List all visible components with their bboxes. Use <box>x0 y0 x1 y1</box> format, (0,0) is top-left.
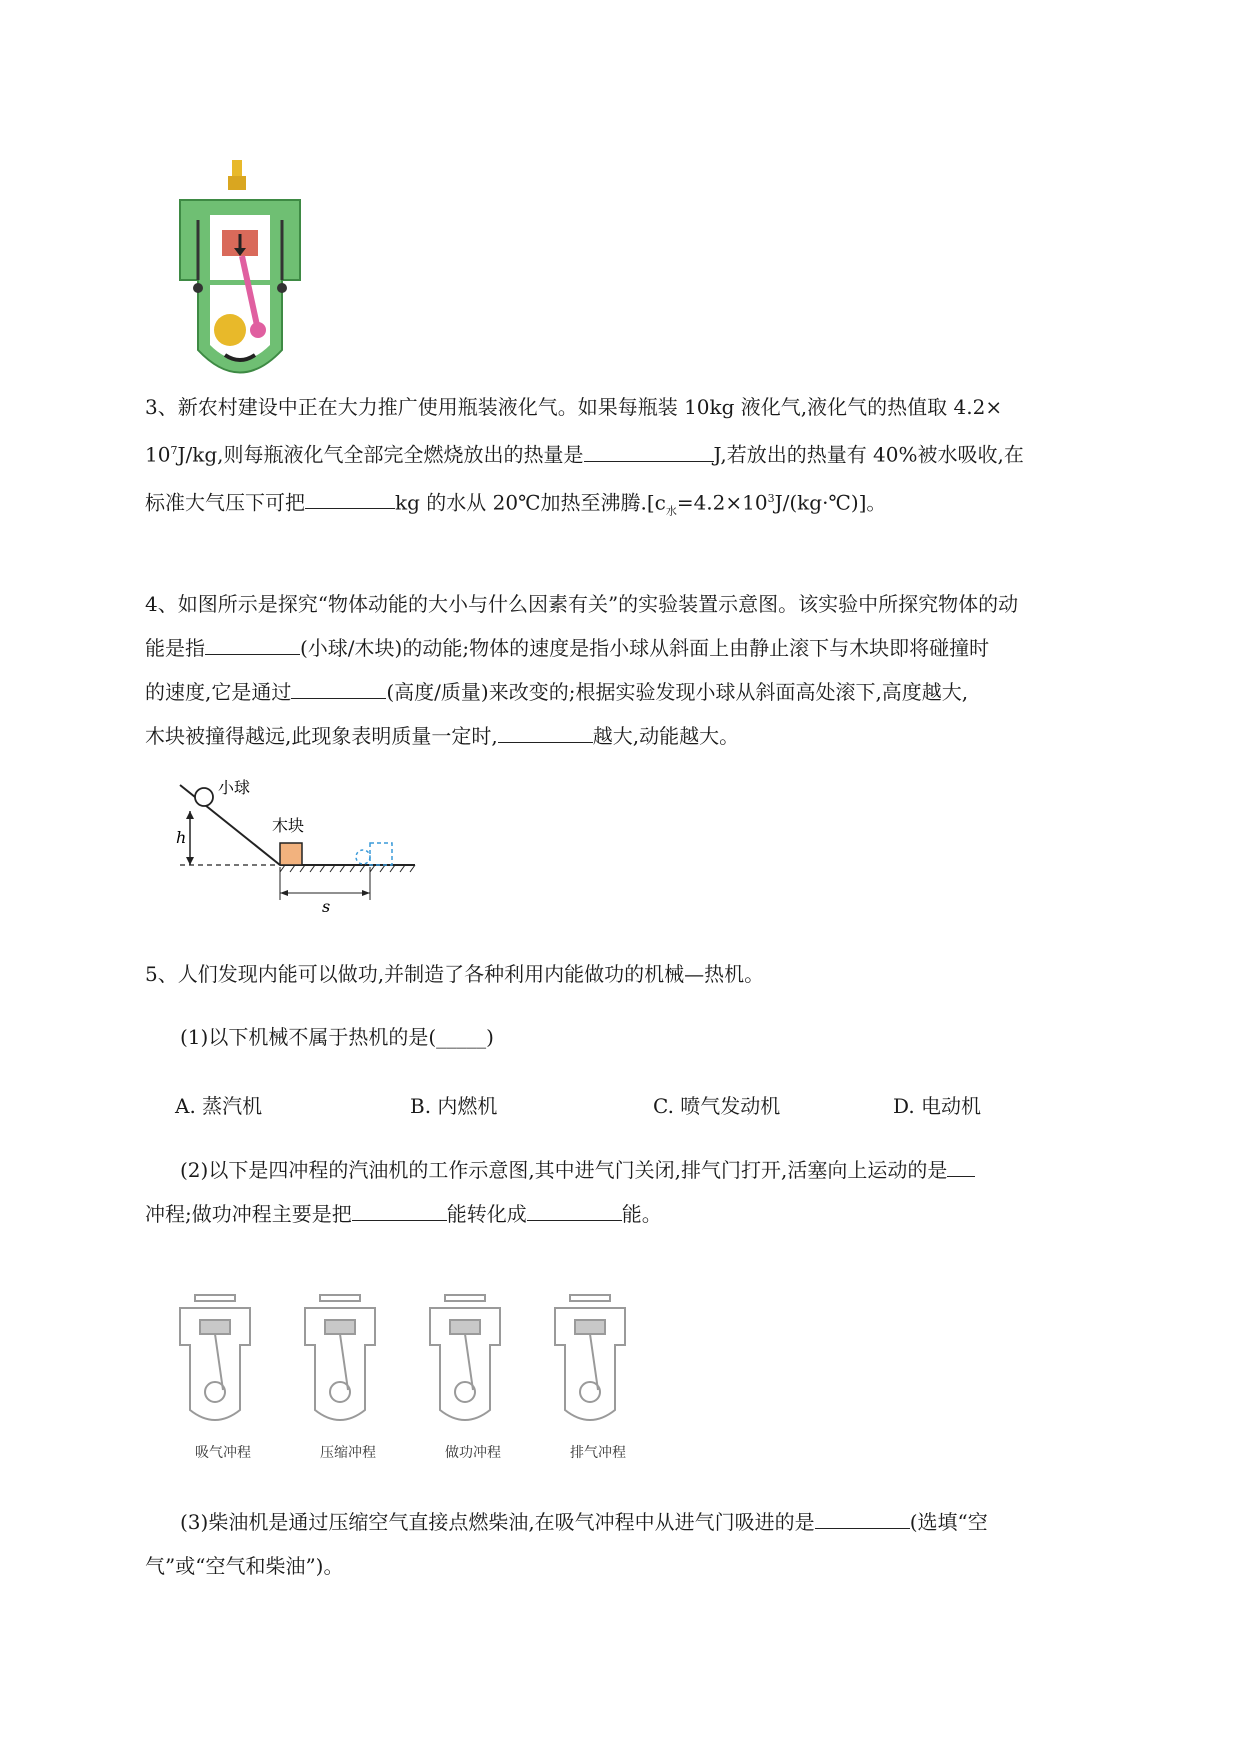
caption-power: 做功冲程 <box>445 1445 501 1461</box>
ball-icon <box>195 788 213 806</box>
four-stroke-diagrams <box>175 1290 675 1440</box>
answer-blank[interactable] <box>305 486 395 509</box>
height-label: h <box>176 828 187 847</box>
answer-blank[interactable] <box>584 439 714 462</box>
caption-intake: 吸气冲程 <box>195 1445 251 1461</box>
option-b[interactable]: B. 内燃机 <box>410 1094 498 1118</box>
q4-line-2: 能是指 (小球/木块)的动能;物体的速度是指小球从斜面上由静止滚下与木块即将碰撞时 <box>145 626 1155 670</box>
answer-blank[interactable] <box>527 1198 622 1221</box>
incline-experiment-diagram <box>170 775 430 915</box>
caption-compression: 压缩冲程 <box>320 1445 376 1461</box>
engine-diagram <box>170 160 310 390</box>
answer-blank[interactable] <box>205 632 300 655</box>
answer-blank[interactable] <box>947 1154 975 1177</box>
q5-sub2-line2: 冲程;做功冲程主要是把 能转化成 能。 <box>145 1192 1155 1236</box>
answer-blank[interactable] <box>291 676 386 699</box>
q5-intro: 5、人们发现内能可以做功,并制造了各种利用内能做功的机械—热机。 <box>145 962 765 986</box>
option-c[interactable]: C. 喷气发动机 <box>653 1094 781 1118</box>
answer-blank[interactable] <box>815 1506 910 1529</box>
q4-line-1: 4、如图所示是探究“物体动能的大小与什么因素有关”的实验装置示意图。该实验中所探究物体的动 <box>145 592 1019 616</box>
caption-exhaust: 排气冲程 <box>570 1445 626 1461</box>
q5-sub3-line2: 气”或“空气和柴油”)。 <box>145 1554 344 1578</box>
option-d[interactable]: D. 电动机 <box>893 1094 982 1118</box>
q4-line-4: 木块被撞得越远,此现象表明质量一定时, 越大,动能越大。 <box>145 714 1155 758</box>
q5-sub2: (2)以下是四冲程的汽油机的工作示意图,其中进气门关闭,排气门打开,活塞向上运动的是 <box>180 1148 1155 1192</box>
q3-line-2: $10^7J/kg$,则每瓶液化气全部完全燃烧放出的热量是 J,若放出的热量有 40%被水吸收,在 <box>145 429 1155 477</box>
q5-sub3: (3)柴油机是通过压缩空气直接点燃柴油,在吸气冲程中从进气门吸进的是 (选填“空 <box>180 1500 1155 1544</box>
answer-blank[interactable] <box>352 1198 447 1221</box>
q3-line-3: 标准大气压下可把 kg 的水从 20℃加热至沸腾$.[c_水=4.2\times 10^3J/(kg\cdot℃)]$。 <box>145 477 1155 534</box>
option-a[interactable]: A. 蒸汽机 <box>175 1094 263 1118</box>
q4-line-3: 的速度,它是通过 (高度/质量)来改变的;根据实验发现小球从斜面高处滚下,高度越大, <box>145 670 1155 714</box>
block-icon <box>280 843 302 865</box>
distance-label: s <box>322 897 331 915</box>
question-4 <box>145 582 1155 758</box>
answer-blank[interactable] <box>498 720 593 743</box>
ball-label: 小球 <box>218 778 251 797</box>
block-label: 木块 <box>272 816 305 835</box>
q3-line-1: 3、新农村建设中正在大力推广使用瓶装液化气。如果每瓶装 10kg 液化气,液化气的热值取 4.2× <box>145 395 1003 419</box>
question-3 <box>145 385 1155 533</box>
q5-sub1: (1)以下机械不属于热机的是(_____) <box>180 1025 494 1049</box>
